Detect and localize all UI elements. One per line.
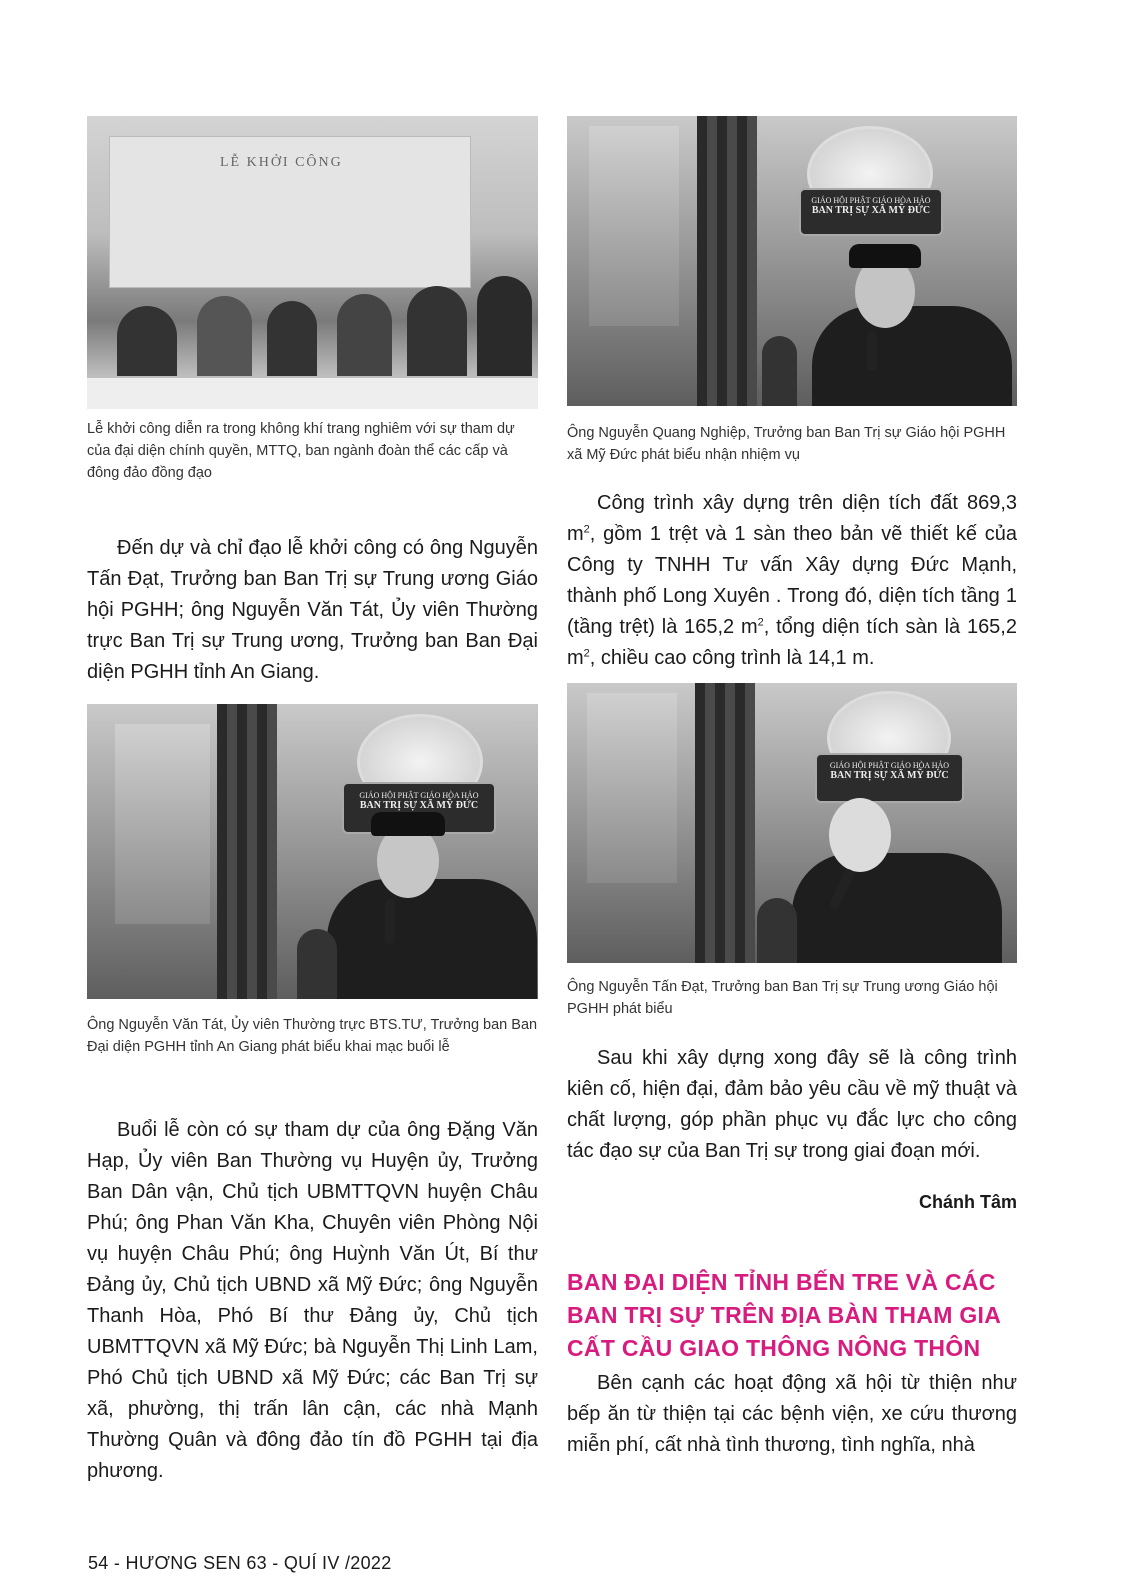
- article-author: Chánh Tâm: [918, 1192, 1017, 1212]
- speaker-body: [812, 306, 1012, 406]
- construction-text-1: Công trình xây dựng trên diện tích đất 869,3 m: [567, 492, 1017, 545]
- caption-nghiep: Ông Nguyễn Quang Nghiệp, Trưởng ban Ban Trị sự Giáo hội PGHH xã Mỹ Đức phát biểu nhận nhiệm vụ: [567, 425, 1006, 463]
- speaker-hat: [371, 812, 445, 836]
- next-article-heading: BAN ĐẠI DIỆN TỈNH BẾN TRE VÀ CÁC BAN TRỊ SỰ TRÊN ĐỊA BÀN THAM GIA CẤT CẦU GIAO THÔNG NÔNG THÔN: [567, 1269, 1001, 1361]
- construction-text-2: , gồm 1 trệt và 1 sàn theo bản vẽ thiết kế của Công ty TNHH Tư vấn Xây dựng Đức Mạnh, thành phố Long Xuyên . Trong đó, diện tích tầng 1 (tầng trệt) là 165,2 m: [567, 523, 1017, 638]
- next-article-intro: Bên cạnh các hoạt động xã hội từ thiện như bếp ăn từ thiện tại các bệnh viện, xe cứu thương miễn phí, cất nhà tình thương, tình nghĩa, nhà: [567, 1372, 1017, 1456]
- sign-line-1: GIÁO HỘI PHẬT GIÁO HÒA HẢO: [359, 791, 479, 800]
- sign-line-2: BAN TRỊ SỰ XÃ MỸ ĐỨC: [830, 770, 949, 781]
- organization-sign: [815, 753, 964, 803]
- speaker-head: [829, 798, 891, 872]
- crowd-figure: [477, 276, 532, 376]
- microphone-icon: [867, 331, 877, 371]
- superscript-2: 2: [583, 523, 590, 536]
- caption-dat: Ông Nguyễn Tấn Đạt, Trưởng ban Ban Trị sự Trung ương Giáo hội PGHH phát biểu: [567, 979, 998, 1017]
- sign-line-2: BAN TRỊ SỰ XÃ MỸ ĐỨC: [359, 800, 479, 811]
- photo-speaker-nghiep: [567, 116, 1017, 406]
- sign-line-1: GIÁO HỘI PHẬT GIÁO HÒA HẢO: [829, 761, 950, 770]
- speaker-hat: [849, 244, 921, 268]
- crowd-figure: [337, 294, 392, 376]
- stage-curtain: [697, 116, 757, 406]
- speaker-body: [327, 879, 537, 999]
- photo-groundbreaking-ceremony: [87, 116, 538, 409]
- paragraph-attendees: Đến dự và chỉ đạo lễ khởi công có ông Nguyễn Tấn Đạt, Trưởng ban Ban Trị sự Trung ương Giáo hội PGHH; ông Nguyễn Văn Tát, Ủy viên Thường trực Ban Trị sự Trung ương, Trưởng ban Ban Đại diện PGHH tỉnh An Giang.: [87, 537, 538, 683]
- portrait-background: [115, 724, 210, 924]
- microphone-icon: [385, 899, 395, 944]
- sign-line-2: BAN TRỊ SỰ XÃ MỸ ĐỨC: [811, 205, 931, 216]
- ceremony-banner-title: LỄ KHỞI CÔNG: [220, 155, 343, 170]
- stage-curtain: [217, 704, 277, 999]
- sign-line-1: GIÁO HỘI PHẬT GIÁO HÒA HẢO: [811, 196, 931, 205]
- superscript-2: 2: [583, 647, 590, 660]
- crowd-figure: [407, 286, 467, 376]
- construction-text-3: , tổng diện tích sàn là 165,2 m: [567, 616, 1017, 669]
- ceremony-stage: [87, 378, 538, 409]
- seated-figure: [757, 898, 797, 963]
- construction-text-4: , chiều cao công trình là 14,1 m.: [589, 647, 875, 669]
- superscript-2: 2: [757, 616, 764, 629]
- stage-curtain: [695, 683, 755, 963]
- organization-sign: [799, 188, 943, 236]
- page-footer: 54 - HƯƠNG SEN 63 - QUÍ IV /2022: [88, 1553, 392, 1573]
- portrait-background: [587, 693, 677, 883]
- seated-figure: [297, 929, 337, 999]
- paragraph-guests: Buổi lễ còn có sự tham dự của ông Đặng Văn Hạp, Ủy viên Ban Thường vụ Huyện ủy, Trưởng Ban Dân vận, Chủ tịch UBMTTQVN huyện Châu Phú; ông Phan Văn Kha, Chuyên viên Phòng Nội vụ huyện Châu Phú; ông Huỳnh Văn Út, Bí thư Đảng ủy, Chủ tịch UBND xã Mỹ Đức; ông Nguyễn Thanh Hòa, Phó Bí thư Đảng ủy, Chủ tịch UBMTTQVN xã Mỹ Đức; bà Nguyễn Thị Linh Lam, Phó Chủ tịch UBND xã Mỹ Đức; các Ban Trị sự xã, phường, thị trấn lân cận, các nhà Mạnh Thường Quân và đông đảo tín đồ PGHH tại địa phương.: [87, 1119, 538, 1482]
- ceremony-banner: [109, 136, 471, 288]
- photo-speaker-dat: [567, 683, 1017, 963]
- crowd-figure: [197, 296, 252, 376]
- seated-figure: [762, 336, 797, 406]
- portrait-background: [589, 126, 679, 326]
- photo-speaker-tat: [87, 704, 538, 999]
- speaker-body: [792, 853, 1002, 963]
- crowd-figure: [117, 306, 177, 376]
- paragraph-construction: [567, 488, 1017, 674]
- paragraph-after-construction: Sau khi xây dựng xong đây sẽ là công trình kiên cố, hiện đại, đảm bảo yêu cầu về mỹ thuật và chất lượng, góp phần phục vụ đắc lực cho công tác đạo sự của Ban Trị sự trong giai đoạn mới.: [567, 1047, 1017, 1162]
- crowd-figure: [267, 301, 317, 376]
- caption-ceremony: Lễ khởi công diễn ra trong không khí trang nghiêm với sự tham dự của đại diện chính quyền, MTTQ, ban ngành đoàn thể các cấp và đông đảo đồng đạo: [87, 421, 515, 481]
- caption-tat: Ông Nguyễn Văn Tát, Ủy viên Thường trực BTS.TƯ, Trưởng ban Ban Đại diện PGHH tỉnh An Giang phát biểu khai mạc buổi lễ: [87, 1017, 538, 1055]
